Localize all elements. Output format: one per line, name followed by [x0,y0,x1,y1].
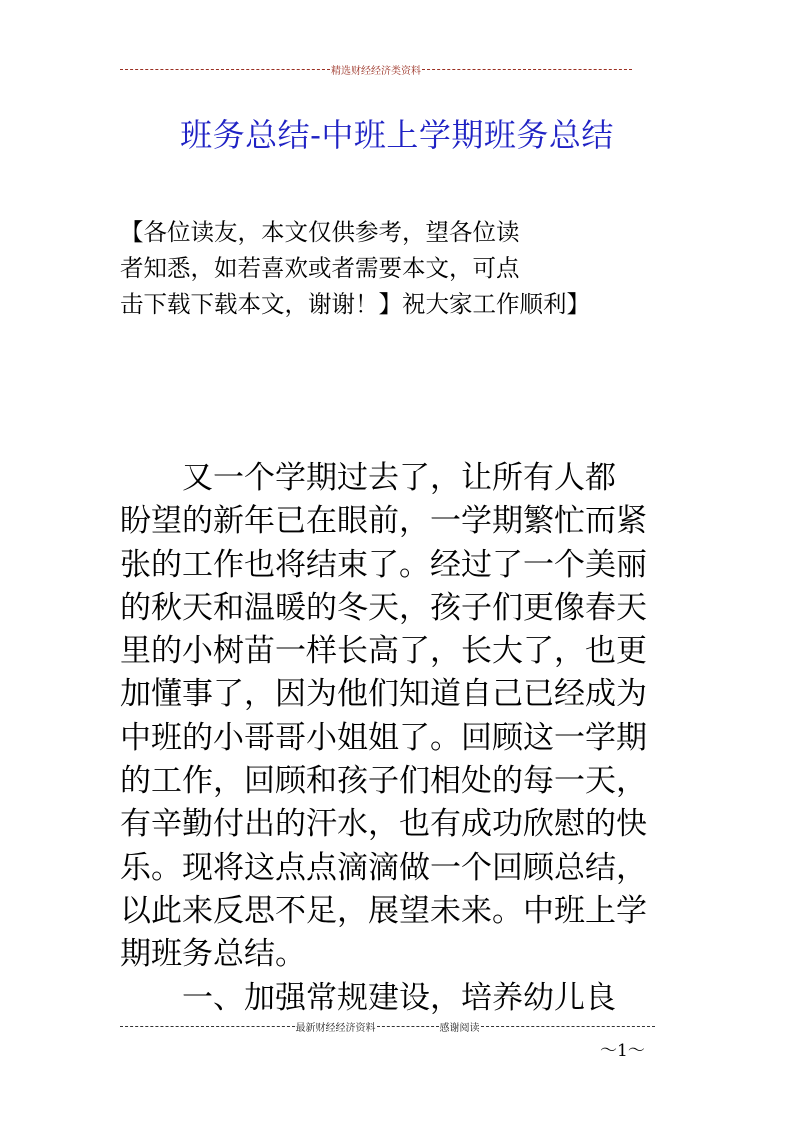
footer-dash-middle [377,1026,439,1027]
body-line: 的秋天和温暖的冬天，孩子们更像春天 [120,589,647,626]
footer-dash-left [120,1026,295,1027]
body-line: 里的小树苗一样长高了，长大了，也更 [120,633,647,670]
header-text: 精选财经经济类资料 [331,65,421,77]
body-line: 中班的小哥哥小姐姐了。回顾这一学期 [120,719,647,756]
body-line: 乐。现将这点点滴滴做一个回顾总结， [120,849,647,886]
reader-notice [120,214,640,322]
body-line: 以此来反思不足，展望未来。中班上学 [120,892,647,929]
page-number: ～1～ [600,1041,645,1061]
footer-right-text: 感谢阅读 [439,1022,480,1034]
header-dash-left [120,69,330,70]
body-line: 加懂事了，因为他们知道自己已经成为 [120,676,647,713]
body-line: 一、加强常规建设，培养幼儿良 [120,979,616,1016]
notice-line: 【各位读友，本文仅供参考，望各位读 [120,218,520,246]
page-footer [120,1018,655,1034]
page-header [120,60,632,78]
notice-line: 者知悉，如若喜欢或者需要本文，可点 [120,254,520,282]
document-title: 班务总结-中班上学期班务总结 [180,116,614,154]
body-line: 盼望的新年已在眼前，一学期繁忙而紧 [120,503,647,540]
body-line: 又一个学期过去了，让所有人都 [120,460,616,496]
body-line: 的工作，回顾和孩子们相处的每一天， [120,763,647,800]
body-paragraph [120,457,680,1020]
header-dash-right [422,69,632,70]
notice-line: 击下载下载本文，谢谢！】祝大家工作顺利】 [120,290,590,318]
body-line: 期班务总结。 [120,936,306,973]
footer-left-text: 最新财经经济资料 [295,1022,376,1034]
body-line: 有辛勤付出的汗水，也有成功欣慰的快 [120,806,647,843]
body-line: 张的工作也将结束了。经过了一个美丽 [120,546,647,583]
footer-dash-right [481,1026,656,1027]
